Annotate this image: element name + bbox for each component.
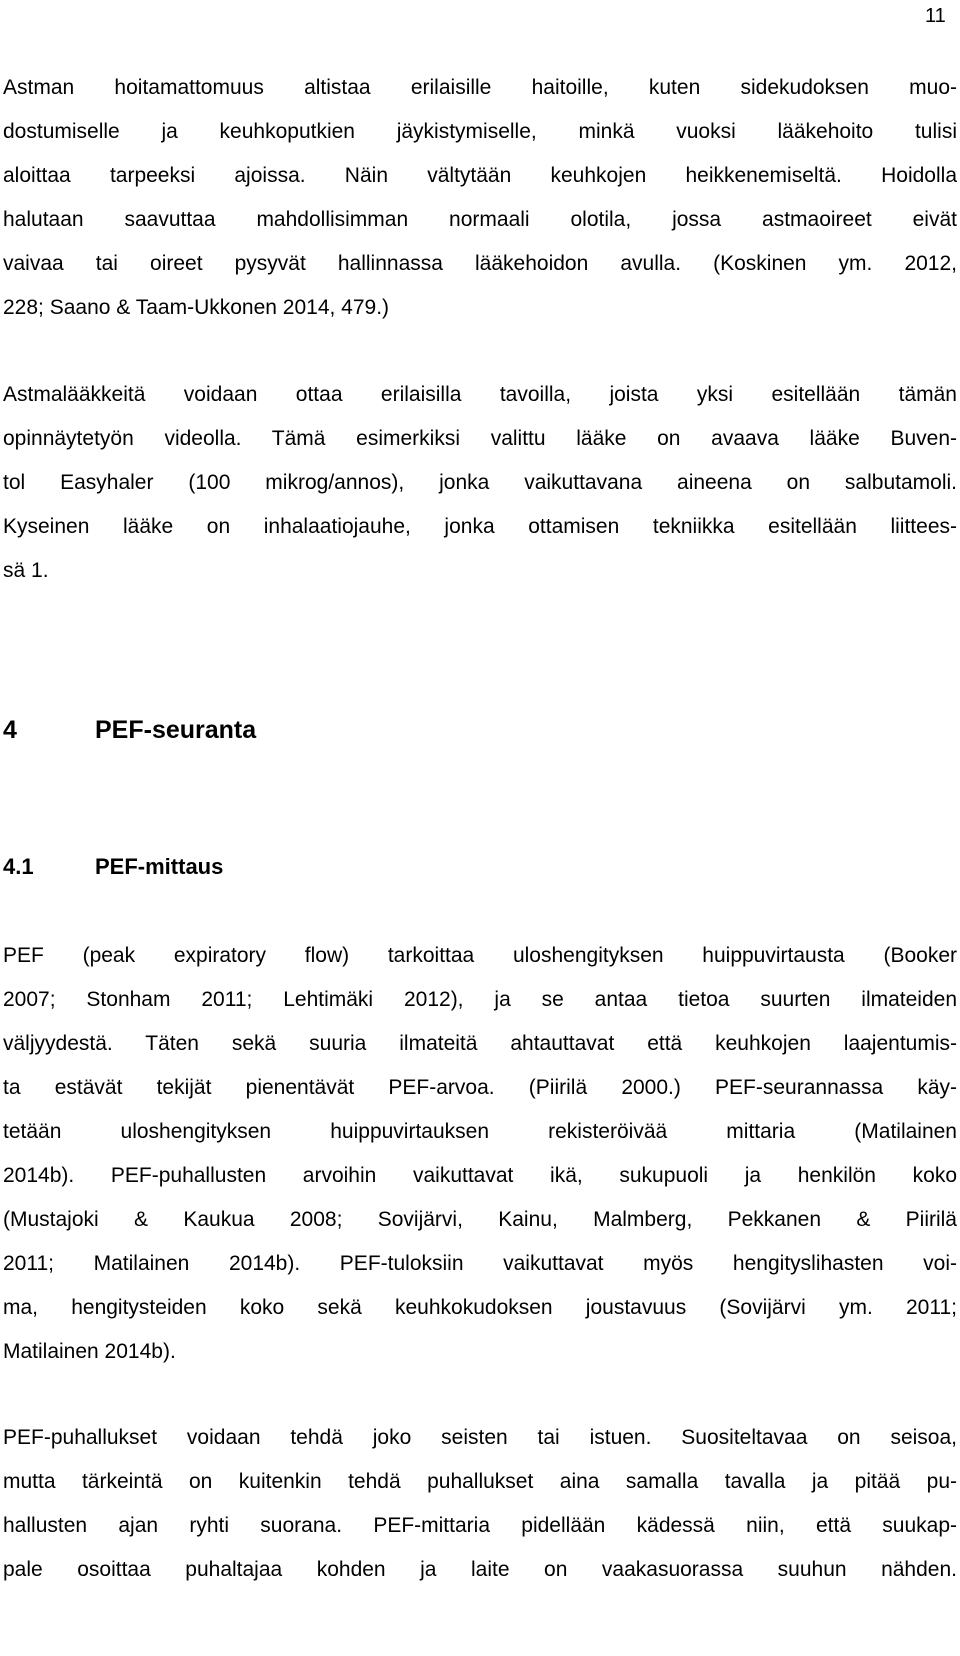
paragraph-line: PEF-puhallukset voidaan tehdä joko seisten tai istuen. Suositeltavaa on seisoa, [3, 1426, 957, 1449]
paragraph-line: Astmalääkkeitä voidaan ottaa erilaisilla tavoilla, joista yksi esitellään tämän [3, 383, 957, 406]
page-number: 11 [925, 5, 946, 27]
paragraph-line: PEF (peak expiratory flow) tarkoittaa uloshengityksen huippuvirtausta (Booker [3, 944, 957, 967]
paragraph-line: tetään uloshengityksen huippuvirtauksen rekisteröivää mittaria (Matilainen [3, 1120, 957, 1143]
section-title: PEF-seuranta [95, 716, 257, 744]
paragraph-line: mutta tärkeintä on kuitenkin tehdä puhallukset aina samalla tavalla ja pitää pu- [3, 1470, 957, 1493]
paragraph-line: opinnäytetyön videolla. Tämä esimerkiksi valittu lääke on avaava lääke Buven- [3, 427, 957, 450]
paragraph-line: (Mustajoki & Kaukua 2008; Sovijärvi, Kainu, Malmberg, Pekkanen & Piirilä [3, 1208, 957, 1231]
section-heading [3, 715, 256, 745]
subsection-number: 4.1 [3, 854, 34, 879]
paragraph-line: Astman hoitamattomuus altistaa erilaisille haitoille, kuten sidekudoksen muo- [3, 76, 957, 99]
paragraph-line: vaivaa tai oireet pysyvät hallinnassa lääkehoidon avulla. (Koskinen ym. 2012, [3, 252, 957, 275]
paragraph-line: dostumiselle ja keuhkoputkien jäykistymiselle, minkä vuoksi lääkehoito tulisi [3, 120, 957, 143]
paragraph-line: ma, hengitysteiden koko sekä keuhkokudoksen joustavuus (Sovijärvi ym. 2011; [3, 1296, 957, 1319]
subsection-title: PEF-mittaus [95, 854, 224, 879]
paragraph-line: pale osoittaa puhaltajaa kohden ja laite on vaakasuorassa suuhun nähden. [3, 1558, 957, 1581]
paragraph-line: 228; Saano & Taam-Ukkonen 2014, 479.) [3, 296, 390, 319]
paragraph-line: Kyseinen lääke on inhalaatiojauhe, jonka ottamisen tekniikka esitellään liittees- [3, 515, 957, 538]
paragraph-line: halutaan saavuttaa mahdollisimman normaali olotila, jossa astmaoireet eivät [3, 208, 957, 231]
section-number: 4 [3, 716, 17, 744]
paragraph-line: 2011; Matilainen 2014b). PEF-tuloksiin vaikuttavat myös hengityslihasten voi- [3, 1252, 957, 1275]
paragraph-line: väljyydestä. Täten sekä suuria ilmateitä ahtauttavat että keuhkojen laajentumis- [3, 1032, 957, 1055]
paragraph-line: aloittaa tarpeeksi ajoissa. Näin vältytään keuhkojen heikkenemiseltä. Hoidolla [3, 164, 957, 187]
paragraph-line: 2014b). PEF-puhallusten arvoihin vaikuttavat ikä, sukupuoli ja henkilön koko [3, 1164, 957, 1187]
paragraph-line: 2007; Stonham 2011; Lehtimäki 2012), ja se antaa tietoa suurten ilmateiden [3, 988, 957, 1011]
paragraph-line: hallusten ajan ryhti suorana. PEF-mittaria pidellään kädessä niin, että suukap- [3, 1514, 957, 1537]
subsection-heading [3, 853, 223, 881]
paragraph-line: Matilainen 2014b). [3, 1340, 176, 1363]
paragraph-line: ta estävät tekijät pienentävät PEF-arvoa. (Piirilä 2000.) PEF-seurannassa käy- [3, 1076, 957, 1099]
paragraph-line: tol Easyhaler (100 mikrog/annos), jonka vaikuttavana aineena on salbutamoli. [3, 471, 957, 494]
paragraph-line: sä 1. [3, 559, 49, 582]
